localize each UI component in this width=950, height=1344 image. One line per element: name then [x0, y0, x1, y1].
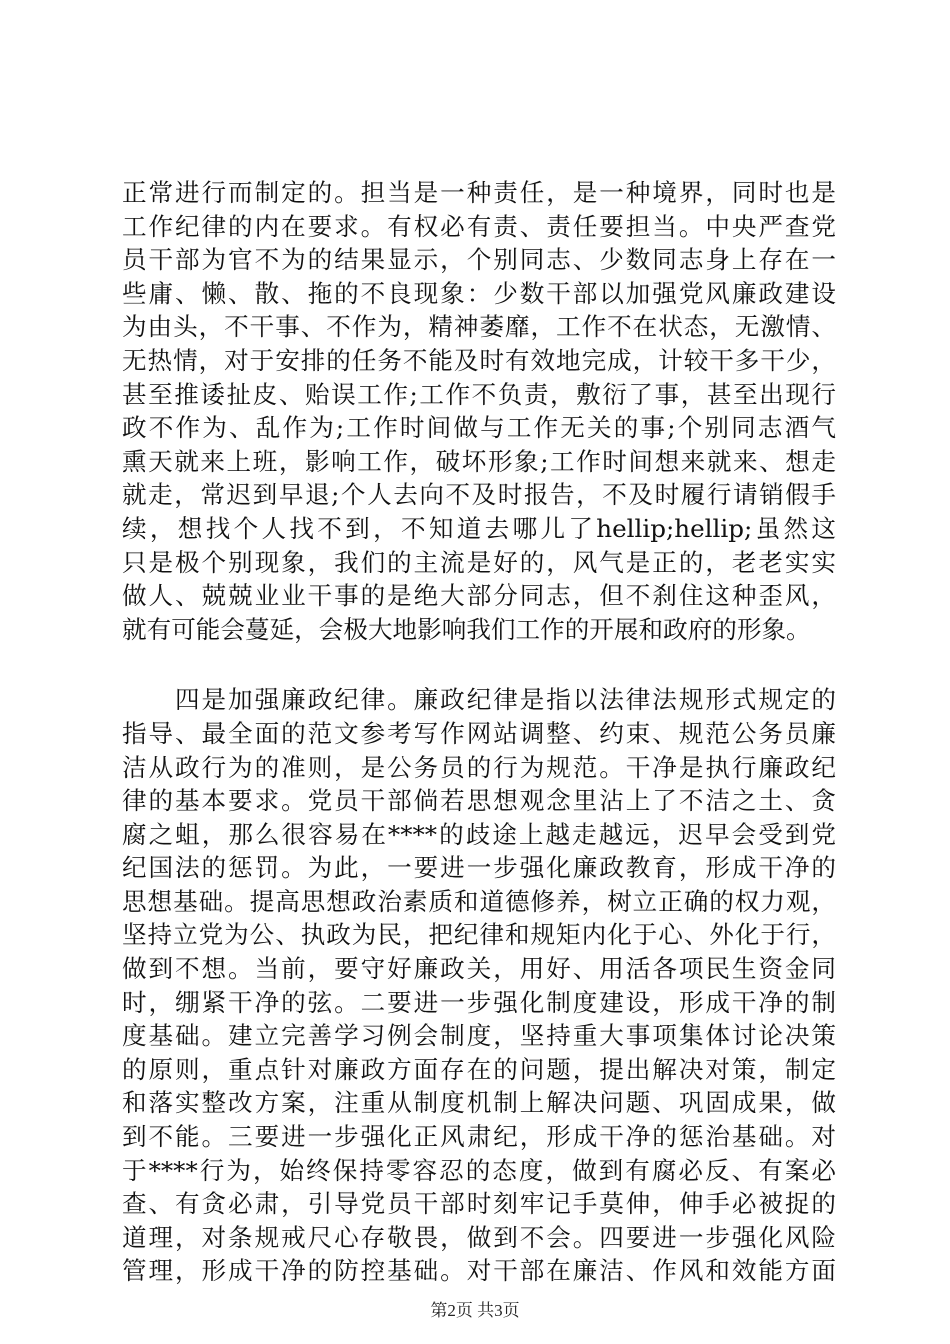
text-line: 道理，对条规戒尺心存敬畏，做到不会。四要进一步强化风险	[122, 1222, 836, 1252]
text-line: 为由头，不干事、不作为，精神萎靡，工作不在状态，无激情、	[122, 312, 836, 342]
text-line: 些庸、懒、散、拖的不良现象：少数干部以加强党风廉政建设	[122, 278, 836, 308]
text-line: 正常进行而制定的。担当是一种责任，是一种境界，同时也是	[122, 178, 836, 207]
text-line: 度基础。建立完善学习例会制度，坚持重大事项集体讨论决策	[122, 1021, 836, 1051]
text-line: 指导、最全面的范文参考写作网站调整、约束、规范公务员廉	[122, 718, 836, 748]
text-line: 熏天就来上班，影响工作，破坏形象;工作时间想来就来、想走	[122, 446, 836, 476]
text-line: 员干部为官不为的结果显示，个别同志、少数同志身上存在一	[122, 245, 836, 275]
text-line: 和落实整改方案，注重从制度机制上解决问题、巩固成果，做	[122, 1088, 836, 1118]
document-body	[122, 176, 836, 1288]
text-line: 管理，形成干净的防控基础。对干部在廉洁、作风和效能方面	[122, 1256, 836, 1286]
text-line: 四是加强廉政纪律。廉政纪律是指以法律法规形式规定的	[122, 685, 836, 715]
text-line: 腐之蛆，那么很容易在****的歧途上越走越远，迟早会受到党	[122, 819, 836, 849]
page-number-footer: 第2页 共3页	[430, 1301, 520, 1320]
text-line: 坚持立党为公、执政为民，把纪律和规矩内化于心、外化于行，	[122, 920, 836, 950]
text-line: 政不作为、乱作为;工作时间做与工作无关的事;个别同志酒气	[122, 413, 836, 443]
paragraph-work-discipline	[122, 176, 836, 646]
text-line: 到不能。三要进一步强化正风肃纪，形成干净的惩治基础。对	[122, 1122, 836, 1152]
text-line: 做人、兢兢业业干事的是绝大部分同志，但不刹住这种歪风，	[122, 581, 836, 611]
text-line: 无热情，对于安排的任务不能及时有效地完成，计较干多干少，	[122, 345, 836, 375]
text-line: 查、有贪必肃，引导党员干部时刻牢记手莫伸，伸手必被捉的	[122, 1189, 836, 1219]
text-line: 时，绷紧干净的弦。二要进一步强化制度建设，形成干净的制	[122, 987, 836, 1017]
text-line: 只是极个别现象，我们的主流是好的，风气是正的，老老实实	[122, 547, 836, 577]
text-line: 洁从政行为的准则，是公务员的行为规范。干净是执行廉政纪	[122, 752, 836, 782]
text-line: 的原则，重点针对廉政方面存在的问题，提出解决对策，制定	[122, 1054, 836, 1084]
paragraph-integrity-discipline	[122, 683, 836, 1288]
paragraph-spacing	[122, 646, 836, 683]
text-line: 于****行为，始终保持零容忍的态度，做到有腐必反、有案必	[122, 1155, 836, 1185]
text-line: 做到不想。当前，要守好廉政关，用好、用活各项民生资金同	[122, 954, 836, 984]
text-line: 续，想找个人找不到，不知道去哪儿了hellip;hellip;虽然这	[122, 513, 836, 543]
text-line: 纪国法的惩罚。为此，一要进一步强化廉政教育，形成干净的	[122, 853, 836, 883]
text-line: 就走，常迟到早退;个人去向不及时报告，不及时履行请销假手	[122, 480, 836, 510]
text-line: 工作纪律的内在要求。有权必有责、责任要担当。中央严查党	[122, 211, 836, 241]
text-line: 思想基础。提高思想政治素质和道德修养，树立正确的权力观，	[122, 886, 836, 916]
text-line: 甚至推诿扯皮、贻误工作;工作不负责，敷衍了事，甚至出现行	[122, 379, 836, 409]
text-line: 就有可能会蔓延，会极大地影响我们工作的开展和政府的形象。	[122, 614, 811, 644]
text-line: 律的基本要求。党员干部倘若思想观念里沾上了不洁之土、贪	[122, 786, 836, 816]
